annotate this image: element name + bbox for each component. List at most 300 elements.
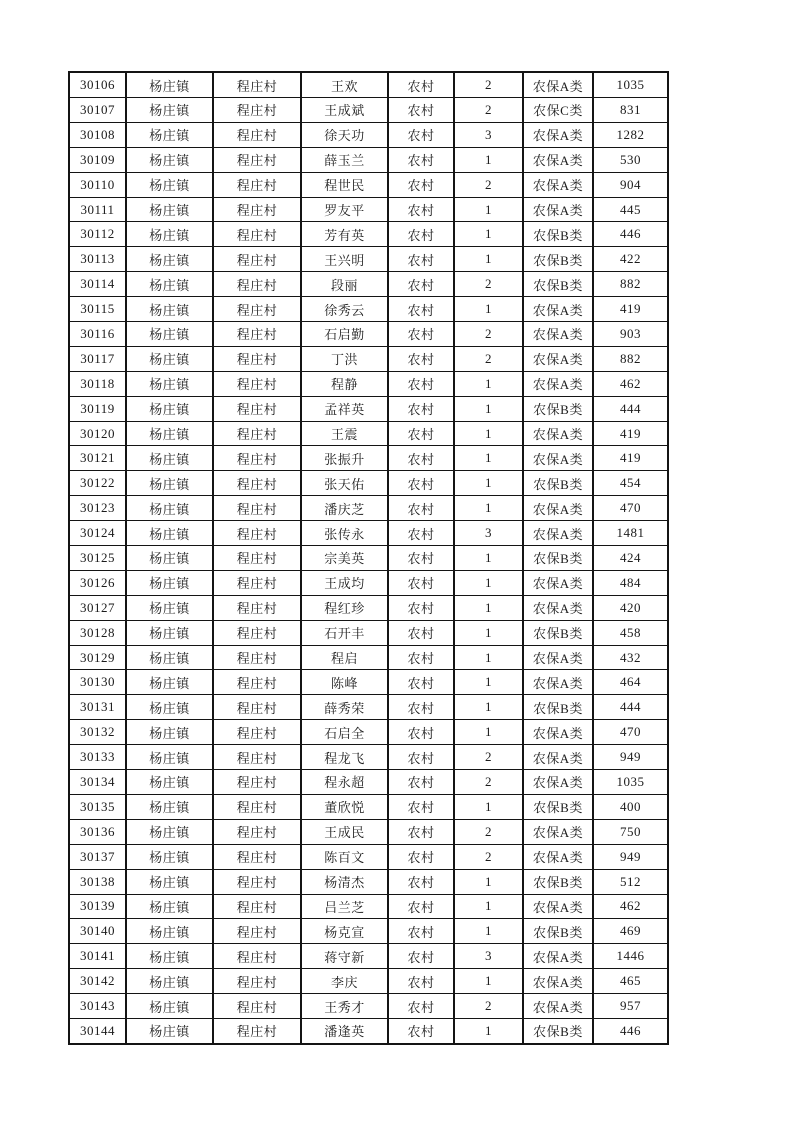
residence-type-cell: 农村 <box>388 122 454 147</box>
table-row <box>69 869 668 894</box>
amount-cell: 470 <box>593 720 668 745</box>
village-cell: 程庄村 <box>213 919 301 944</box>
residence-type-cell: 农村 <box>388 1018 454 1044</box>
residence-type-cell: 农村 <box>388 720 454 745</box>
amount-cell: 444 <box>593 396 668 421</box>
town-cell: 杨庄镇 <box>126 695 213 720</box>
amount-cell: 1035 <box>593 72 668 98</box>
town-cell: 杨庄镇 <box>126 620 213 645</box>
amount-cell: 462 <box>593 894 668 919</box>
serial-number-cell: 30135 <box>69 794 126 819</box>
town-cell: 杨庄镇 <box>126 521 213 546</box>
person-count-cell: 1 <box>454 471 523 496</box>
person-name-cell: 程龙飞 <box>301 745 388 770</box>
insurance-category-cell: 农保B类 <box>523 272 593 297</box>
serial-number-cell: 30137 <box>69 844 126 869</box>
town-cell: 杨庄镇 <box>126 396 213 421</box>
person-name-cell: 徐天功 <box>301 122 388 147</box>
table-row <box>69 371 668 396</box>
amount-cell: 949 <box>593 745 668 770</box>
village-cell: 程庄村 <box>213 421 301 446</box>
insurance-category-cell: 农保A类 <box>523 371 593 396</box>
serial-number-cell: 30126 <box>69 570 126 595</box>
village-cell: 程庄村 <box>213 371 301 396</box>
person-count-cell: 1 <box>454 969 523 994</box>
town-cell: 杨庄镇 <box>126 770 213 795</box>
serial-number-cell: 30133 <box>69 745 126 770</box>
person-name-cell: 蒋守新 <box>301 944 388 969</box>
person-name-cell: 芳有英 <box>301 222 388 247</box>
amount-cell: 484 <box>593 570 668 595</box>
residence-type-cell: 农村 <box>388 844 454 869</box>
amount-cell: 904 <box>593 172 668 197</box>
residence-type-cell: 农村 <box>388 794 454 819</box>
table-row <box>69 645 668 670</box>
person-count-cell: 1 <box>454 421 523 446</box>
village-cell: 程庄村 <box>213 595 301 620</box>
amount-cell: 465 <box>593 969 668 994</box>
amount-cell: 462 <box>593 371 668 396</box>
person-count-cell: 2 <box>454 819 523 844</box>
table-row <box>69 322 668 347</box>
table-row <box>69 122 668 147</box>
person-count-cell: 1 <box>454 620 523 645</box>
person-count-cell: 1 <box>454 446 523 471</box>
person-count-cell: 1 <box>454 396 523 421</box>
person-count-cell: 1 <box>454 645 523 670</box>
residence-type-cell: 农村 <box>388 595 454 620</box>
insurance-category-cell: 农保B类 <box>523 794 593 819</box>
insurance-category-cell: 农保A类 <box>523 745 593 770</box>
town-cell: 杨庄镇 <box>126 570 213 595</box>
residence-type-cell: 农村 <box>388 994 454 1019</box>
amount-cell: 424 <box>593 546 668 571</box>
table-row <box>69 172 668 197</box>
village-cell: 程庄村 <box>213 819 301 844</box>
person-name-cell: 杨清杰 <box>301 869 388 894</box>
residence-type-cell: 农村 <box>388 969 454 994</box>
town-cell: 杨庄镇 <box>126 147 213 172</box>
insurance-category-cell: 农保B类 <box>523 546 593 571</box>
table-body <box>69 72 668 1044</box>
amount-cell: 530 <box>593 147 668 172</box>
town-cell: 杨庄镇 <box>126 371 213 396</box>
serial-number-cell: 30120 <box>69 421 126 446</box>
insurance-category-cell: 农保A类 <box>523 172 593 197</box>
amount-cell: 444 <box>593 695 668 720</box>
person-name-cell: 王兴明 <box>301 247 388 272</box>
table-row <box>69 247 668 272</box>
village-cell: 程庄村 <box>213 770 301 795</box>
table-row <box>69 222 668 247</box>
village-cell: 程庄村 <box>213 496 301 521</box>
person-count-cell: 2 <box>454 770 523 795</box>
residence-type-cell: 农村 <box>388 919 454 944</box>
table-row <box>69 620 668 645</box>
residence-type-cell: 农村 <box>388 670 454 695</box>
serial-number-cell: 30138 <box>69 869 126 894</box>
person-count-cell: 1 <box>454 595 523 620</box>
residence-type-cell: 农村 <box>388 421 454 446</box>
serial-number-cell: 30132 <box>69 720 126 745</box>
village-cell: 程庄村 <box>213 894 301 919</box>
person-count-cell: 2 <box>454 844 523 869</box>
serial-number-cell: 30106 <box>69 72 126 98</box>
person-count-cell: 2 <box>454 745 523 770</box>
table-row <box>69 72 668 98</box>
person-name-cell: 薛玉兰 <box>301 147 388 172</box>
person-name-cell: 程启 <box>301 645 388 670</box>
serial-number-cell: 30109 <box>69 147 126 172</box>
person-count-cell: 2 <box>454 72 523 98</box>
serial-number-cell: 30127 <box>69 595 126 620</box>
person-name-cell: 段丽 <box>301 272 388 297</box>
amount-cell: 420 <box>593 595 668 620</box>
amount-cell: 419 <box>593 297 668 322</box>
insurance-category-cell: 农保A类 <box>523 670 593 695</box>
village-cell: 程庄村 <box>213 620 301 645</box>
village-cell: 程庄村 <box>213 794 301 819</box>
amount-cell: 1481 <box>593 521 668 546</box>
table-row <box>69 421 668 446</box>
serial-number-cell: 30118 <box>69 371 126 396</box>
town-cell: 杨庄镇 <box>126 720 213 745</box>
village-cell: 程庄村 <box>213 147 301 172</box>
serial-number-cell: 30108 <box>69 122 126 147</box>
serial-number-cell: 30136 <box>69 819 126 844</box>
person-name-cell: 程永超 <box>301 770 388 795</box>
insurance-category-cell: 农保A类 <box>523 944 593 969</box>
town-cell: 杨庄镇 <box>126 297 213 322</box>
person-name-cell: 丁洪 <box>301 346 388 371</box>
table-row <box>69 272 668 297</box>
table-row <box>69 745 668 770</box>
table-row <box>69 670 668 695</box>
table-row <box>69 546 668 571</box>
serial-number-cell: 30139 <box>69 894 126 919</box>
insurance-category-cell: 农保A类 <box>523 346 593 371</box>
table-row <box>69 794 668 819</box>
insurance-category-cell: 农保A类 <box>523 969 593 994</box>
village-cell: 程庄村 <box>213 869 301 894</box>
insurance-category-cell: 农保B类 <box>523 247 593 272</box>
residence-type-cell: 农村 <box>388 147 454 172</box>
town-cell: 杨庄镇 <box>126 322 213 347</box>
amount-cell: 422 <box>593 247 668 272</box>
insurance-category-cell: 农保B类 <box>523 1018 593 1044</box>
residence-type-cell: 农村 <box>388 944 454 969</box>
insurance-category-cell: 农保A类 <box>523 421 593 446</box>
amount-cell: 470 <box>593 496 668 521</box>
insurance-category-cell: 农保A类 <box>523 819 593 844</box>
person-name-cell: 张振升 <box>301 446 388 471</box>
town-cell: 杨庄镇 <box>126 346 213 371</box>
serial-number-cell: 30142 <box>69 969 126 994</box>
residence-type-cell: 农村 <box>388 346 454 371</box>
insurance-category-cell: 农保A类 <box>523 297 593 322</box>
amount-cell: 882 <box>593 272 668 297</box>
village-cell: 程庄村 <box>213 446 301 471</box>
person-name-cell: 王成斌 <box>301 98 388 123</box>
insurance-category-cell: 农保A类 <box>523 446 593 471</box>
village-cell: 程庄村 <box>213 122 301 147</box>
residence-type-cell: 农村 <box>388 894 454 919</box>
insurance-category-cell: 农保A类 <box>523 322 593 347</box>
insurance-category-cell: 农保A类 <box>523 645 593 670</box>
residence-type-cell: 农村 <box>388 247 454 272</box>
town-cell: 杨庄镇 <box>126 496 213 521</box>
person-name-cell: 王秀才 <box>301 994 388 1019</box>
serial-number-cell: 30114 <box>69 272 126 297</box>
table-row <box>69 595 668 620</box>
person-name-cell: 孟祥英 <box>301 396 388 421</box>
person-count-cell: 1 <box>454 496 523 521</box>
residents-insurance-table <box>68 71 669 1045</box>
residence-type-cell: 农村 <box>388 471 454 496</box>
residence-type-cell: 农村 <box>388 695 454 720</box>
town-cell: 杨庄镇 <box>126 446 213 471</box>
amount-cell: 750 <box>593 819 668 844</box>
table-row <box>69 994 668 1019</box>
person-count-cell: 1 <box>454 371 523 396</box>
town-cell: 杨庄镇 <box>126 794 213 819</box>
person-name-cell: 张天佑 <box>301 471 388 496</box>
person-name-cell: 王震 <box>301 421 388 446</box>
person-name-cell: 吕兰芝 <box>301 894 388 919</box>
person-count-cell: 2 <box>454 98 523 123</box>
village-cell: 程庄村 <box>213 670 301 695</box>
person-name-cell: 石启勤 <box>301 322 388 347</box>
serial-number-cell: 30115 <box>69 297 126 322</box>
amount-cell: 446 <box>593 222 668 247</box>
table-row <box>69 919 668 944</box>
residence-type-cell: 农村 <box>388 322 454 347</box>
town-cell: 杨庄镇 <box>126 72 213 98</box>
residence-type-cell: 农村 <box>388 819 454 844</box>
town-cell: 杨庄镇 <box>126 969 213 994</box>
serial-number-cell: 30130 <box>69 670 126 695</box>
table-row <box>69 346 668 371</box>
town-cell: 杨庄镇 <box>126 197 213 222</box>
person-count-cell: 1 <box>454 670 523 695</box>
residence-type-cell: 农村 <box>388 72 454 98</box>
serial-number-cell: 30128 <box>69 620 126 645</box>
town-cell: 杨庄镇 <box>126 819 213 844</box>
table-row <box>69 695 668 720</box>
table-row <box>69 819 668 844</box>
amount-cell: 454 <box>593 471 668 496</box>
person-count-cell: 1 <box>454 869 523 894</box>
serial-number-cell: 30107 <box>69 98 126 123</box>
residence-type-cell: 农村 <box>388 521 454 546</box>
amount-cell: 831 <box>593 98 668 123</box>
town-cell: 杨庄镇 <box>126 645 213 670</box>
serial-number-cell: 30111 <box>69 197 126 222</box>
person-name-cell: 陈峰 <box>301 670 388 695</box>
serial-number-cell: 30113 <box>69 247 126 272</box>
table-row <box>69 944 668 969</box>
insurance-category-cell: 农保A类 <box>523 720 593 745</box>
town-cell: 杨庄镇 <box>126 745 213 770</box>
village-cell: 程庄村 <box>213 969 301 994</box>
village-cell: 程庄村 <box>213 322 301 347</box>
amount-cell: 419 <box>593 446 668 471</box>
table-row <box>69 471 668 496</box>
amount-cell: 882 <box>593 346 668 371</box>
village-cell: 程庄村 <box>213 695 301 720</box>
village-cell: 程庄村 <box>213 994 301 1019</box>
table-row <box>69 496 668 521</box>
serial-number-cell: 30125 <box>69 546 126 571</box>
residence-type-cell: 农村 <box>388 197 454 222</box>
person-name-cell: 石开丰 <box>301 620 388 645</box>
table-row <box>69 720 668 745</box>
person-name-cell: 李庆 <box>301 969 388 994</box>
village-cell: 程庄村 <box>213 197 301 222</box>
table-row <box>69 969 668 994</box>
village-cell: 程庄村 <box>213 297 301 322</box>
insurance-category-cell: 农保B类 <box>523 222 593 247</box>
person-count-cell: 1 <box>454 919 523 944</box>
town-cell: 杨庄镇 <box>126 546 213 571</box>
village-cell: 程庄村 <box>213 1018 301 1044</box>
residence-type-cell: 农村 <box>388 869 454 894</box>
town-cell: 杨庄镇 <box>126 894 213 919</box>
insurance-category-cell: 农保C类 <box>523 98 593 123</box>
table-row <box>69 446 668 471</box>
village-cell: 程庄村 <box>213 645 301 670</box>
person-name-cell: 石启全 <box>301 720 388 745</box>
village-cell: 程庄村 <box>213 570 301 595</box>
serial-number-cell: 30110 <box>69 172 126 197</box>
serial-number-cell: 30144 <box>69 1018 126 1044</box>
table-row <box>69 521 668 546</box>
person-count-cell: 1 <box>454 794 523 819</box>
town-cell: 杨庄镇 <box>126 844 213 869</box>
serial-number-cell: 30143 <box>69 994 126 1019</box>
table-row <box>69 98 668 123</box>
table-row <box>69 147 668 172</box>
serial-number-cell: 30123 <box>69 496 126 521</box>
person-count-cell: 1 <box>454 546 523 571</box>
amount-cell: 469 <box>593 919 668 944</box>
village-cell: 程庄村 <box>213 844 301 869</box>
insurance-category-cell: 农保B类 <box>523 695 593 720</box>
person-count-cell: 1 <box>454 222 523 247</box>
amount-cell: 903 <box>593 322 668 347</box>
table-row <box>69 570 668 595</box>
residence-type-cell: 农村 <box>388 172 454 197</box>
person-name-cell: 陈百文 <box>301 844 388 869</box>
person-name-cell: 宗美英 <box>301 546 388 571</box>
person-count-cell: 3 <box>454 122 523 147</box>
insurance-category-cell: 农保A类 <box>523 521 593 546</box>
town-cell: 杨庄镇 <box>126 272 213 297</box>
insurance-category-cell: 农保A类 <box>523 122 593 147</box>
table-row <box>69 894 668 919</box>
person-count-cell: 1 <box>454 894 523 919</box>
person-name-cell: 张传永 <box>301 521 388 546</box>
person-name-cell: 程世民 <box>301 172 388 197</box>
insurance-category-cell: 农保A类 <box>523 147 593 172</box>
amount-cell: 446 <box>593 1018 668 1044</box>
person-count-cell: 1 <box>454 197 523 222</box>
person-name-cell: 程红珍 <box>301 595 388 620</box>
table-row <box>69 197 668 222</box>
village-cell: 程庄村 <box>213 745 301 770</box>
person-count-cell: 1 <box>454 720 523 745</box>
serial-number-cell: 30131 <box>69 695 126 720</box>
town-cell: 杨庄镇 <box>126 98 213 123</box>
village-cell: 程庄村 <box>213 222 301 247</box>
insurance-category-cell: 农保A类 <box>523 770 593 795</box>
person-name-cell: 潘逢英 <box>301 1018 388 1044</box>
residence-type-cell: 农村 <box>388 297 454 322</box>
serial-number-cell: 30129 <box>69 645 126 670</box>
town-cell: 杨庄镇 <box>126 247 213 272</box>
amount-cell: 1035 <box>593 770 668 795</box>
residence-type-cell: 农村 <box>388 645 454 670</box>
table-row <box>69 770 668 795</box>
person-count-cell: 2 <box>454 272 523 297</box>
amount-cell: 949 <box>593 844 668 869</box>
residence-type-cell: 农村 <box>388 396 454 421</box>
person-name-cell: 杨克宣 <box>301 919 388 944</box>
town-cell: 杨庄镇 <box>126 1018 213 1044</box>
amount-cell: 957 <box>593 994 668 1019</box>
person-count-cell: 2 <box>454 172 523 197</box>
person-count-cell: 2 <box>454 346 523 371</box>
town-cell: 杨庄镇 <box>126 595 213 620</box>
serial-number-cell: 30116 <box>69 322 126 347</box>
residence-type-cell: 农村 <box>388 222 454 247</box>
residence-type-cell: 农村 <box>388 770 454 795</box>
village-cell: 程庄村 <box>213 72 301 98</box>
village-cell: 程庄村 <box>213 98 301 123</box>
residence-type-cell: 农村 <box>388 98 454 123</box>
serial-number-cell: 30140 <box>69 919 126 944</box>
serial-number-cell: 30112 <box>69 222 126 247</box>
town-cell: 杨庄镇 <box>126 421 213 446</box>
village-cell: 程庄村 <box>213 247 301 272</box>
person-count-cell: 1 <box>454 695 523 720</box>
table-row <box>69 297 668 322</box>
amount-cell: 432 <box>593 645 668 670</box>
amount-cell: 464 <box>593 670 668 695</box>
serial-number-cell: 30117 <box>69 346 126 371</box>
insurance-category-cell: 农保A类 <box>523 994 593 1019</box>
village-cell: 程庄村 <box>213 944 301 969</box>
amount-cell: 419 <box>593 421 668 446</box>
person-name-cell: 罗友平 <box>301 197 388 222</box>
village-cell: 程庄村 <box>213 272 301 297</box>
residence-type-cell: 农村 <box>388 272 454 297</box>
insurance-category-cell: 农保A类 <box>523 496 593 521</box>
person-count-cell: 3 <box>454 944 523 969</box>
residence-type-cell: 农村 <box>388 371 454 396</box>
serial-number-cell: 30124 <box>69 521 126 546</box>
person-name-cell: 程静 <box>301 371 388 396</box>
village-cell: 程庄村 <box>213 172 301 197</box>
village-cell: 程庄村 <box>213 720 301 745</box>
residence-type-cell: 农村 <box>388 570 454 595</box>
serial-number-cell: 30122 <box>69 471 126 496</box>
insurance-category-cell: 农保A类 <box>523 72 593 98</box>
insurance-category-cell: 农保B类 <box>523 919 593 944</box>
amount-cell: 458 <box>593 620 668 645</box>
town-cell: 杨庄镇 <box>126 869 213 894</box>
town-cell: 杨庄镇 <box>126 471 213 496</box>
